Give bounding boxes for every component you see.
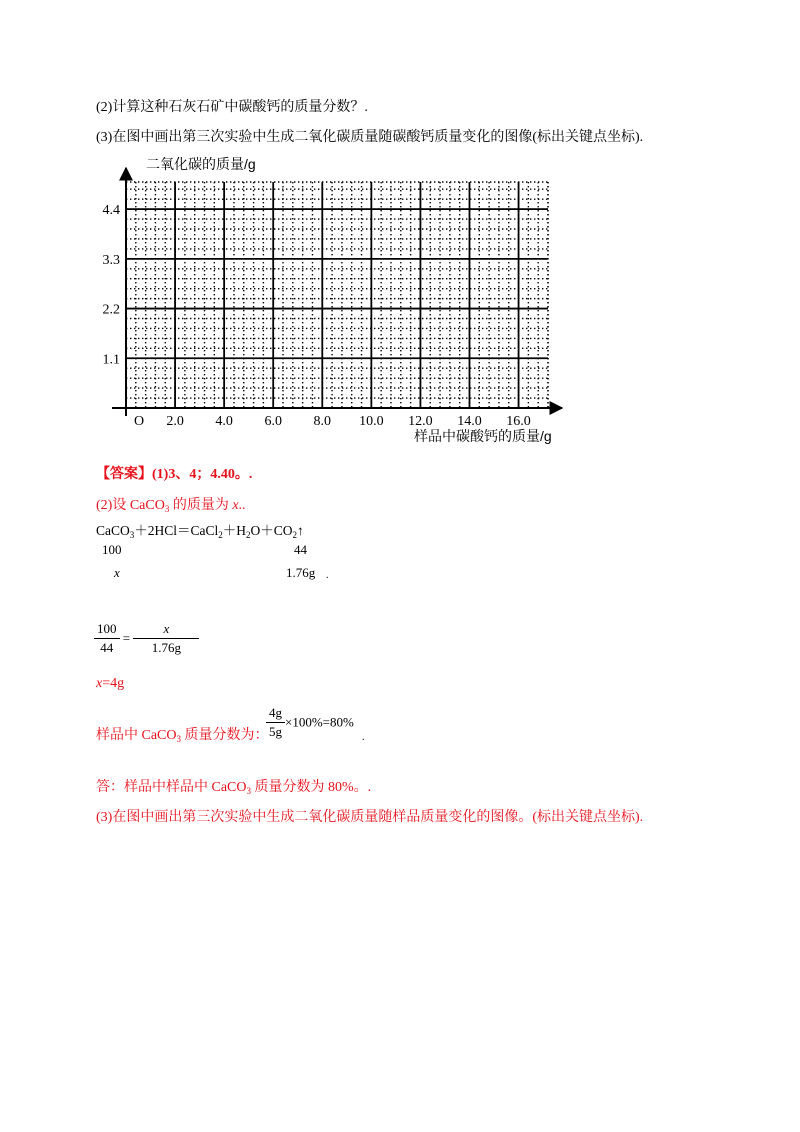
x-tick-label: 12.0 xyxy=(408,414,433,429)
conclusion-post: 质量分数为 80%。. xyxy=(251,780,372,795)
x-tick-label: 4.0 xyxy=(215,414,233,429)
conclusion-sub: 3 xyxy=(246,786,251,796)
x-tick-label: 14.0 xyxy=(457,414,482,429)
ratio-equation xyxy=(94,620,199,657)
eq-caco: CaCO xyxy=(96,523,130,538)
chart-ticks xyxy=(103,203,531,429)
eq-h: ＋H xyxy=(222,523,247,538)
ratio-den-1: 44 xyxy=(100,640,114,655)
molar-mass-co2: 44 xyxy=(294,542,307,557)
ratio-fraction-1 xyxy=(94,620,120,657)
answer-tag: 【答案】 xyxy=(96,467,152,482)
eq-hcl: ＋2HCl＝CaCl xyxy=(134,523,219,538)
eq-co-sub: 2 xyxy=(292,530,298,540)
result-x xyxy=(96,676,124,692)
frac-label-sub: 3 xyxy=(176,734,181,744)
final-instruction: (3)在图中画出第三次实验中生成二氧化碳质量随样品质量变化的图像。(标出关键点坐标). xyxy=(96,810,644,825)
conclusion-pre: 答：样品中样品中 CaCO xyxy=(96,780,247,795)
ratio-den-2: 1.76g xyxy=(151,640,181,655)
chemical-equation xyxy=(96,519,304,540)
co2-mass-mark: . xyxy=(326,570,329,581)
origin-label: O xyxy=(134,414,145,429)
y-axis-label: 二氧化碳的质量/g xyxy=(146,156,256,172)
result-val: =4g xyxy=(102,676,125,691)
frac-label-pre: 样品中 CaCO xyxy=(96,728,177,743)
frac-rest: ×100%=80% xyxy=(285,714,354,730)
ratio-num-1: 100 xyxy=(94,620,120,639)
line2-end: .. xyxy=(238,498,246,513)
ratio-fraction-2 xyxy=(133,620,199,657)
y-tick-label: 1.1 xyxy=(102,352,120,368)
frac-num: 4g xyxy=(266,704,285,723)
unknown-x: x xyxy=(114,565,120,580)
y-tick-label: 2.2 xyxy=(102,302,120,318)
conclusion xyxy=(96,776,371,796)
line2-sub: 3 xyxy=(164,504,170,514)
question-3: (3)在图中画出第三次实验中生成二氧化碳质量随碳酸钙质量变化的图像(标出关键点坐标). xyxy=(96,130,644,145)
answer-line-2 xyxy=(96,494,246,514)
chart-grid xyxy=(126,182,548,408)
mass-fraction-calc xyxy=(266,704,354,741)
grid-chart xyxy=(90,150,570,450)
line2-pre: (2)设 CaCO xyxy=(96,498,165,513)
question-2: (2)计算这种石灰石矿中碳酸钙的质量分数？. xyxy=(96,100,368,115)
mass-fraction xyxy=(266,704,285,741)
line2-post: 的质量为 xyxy=(169,498,233,513)
fraction-label xyxy=(96,724,269,744)
co2-mass: 1.76g xyxy=(286,565,316,580)
frac-label-post: 质量分数为： xyxy=(181,728,269,743)
x-tick-label: 16.0 xyxy=(506,414,531,429)
answer-line-1 xyxy=(96,463,252,483)
frac-den: 5g xyxy=(269,724,282,739)
line2-var: x xyxy=(232,498,239,513)
result-var: x xyxy=(96,676,103,691)
ratio-num-2: x xyxy=(133,620,199,639)
x-tick-label: 6.0 xyxy=(264,414,282,429)
fraction-mark: . xyxy=(362,732,365,743)
x-tick-label: 10.0 xyxy=(359,414,384,429)
eq-co: O＋CO xyxy=(250,523,293,538)
x-tick-label: 8.0 xyxy=(313,414,332,429)
eq-h-sub: 2 xyxy=(246,530,251,540)
x-tick-label: 2.0 xyxy=(166,414,184,429)
answer-part-1: (1)3、4；4.40。. xyxy=(152,467,253,482)
y-tick-label: 3.3 xyxy=(102,252,120,268)
molar-mass-caco3: 100 xyxy=(102,542,122,557)
x-axis-label: 样品中碳酸钙的质量/g xyxy=(414,428,552,444)
y-tick-label: 4.4 xyxy=(102,203,120,219)
ratio-equals: = xyxy=(122,630,131,646)
eq-caco-sub: 3 xyxy=(129,530,135,540)
eq-cacl-sub: 2 xyxy=(218,530,223,540)
eq-arrow: ↑ xyxy=(297,523,304,538)
